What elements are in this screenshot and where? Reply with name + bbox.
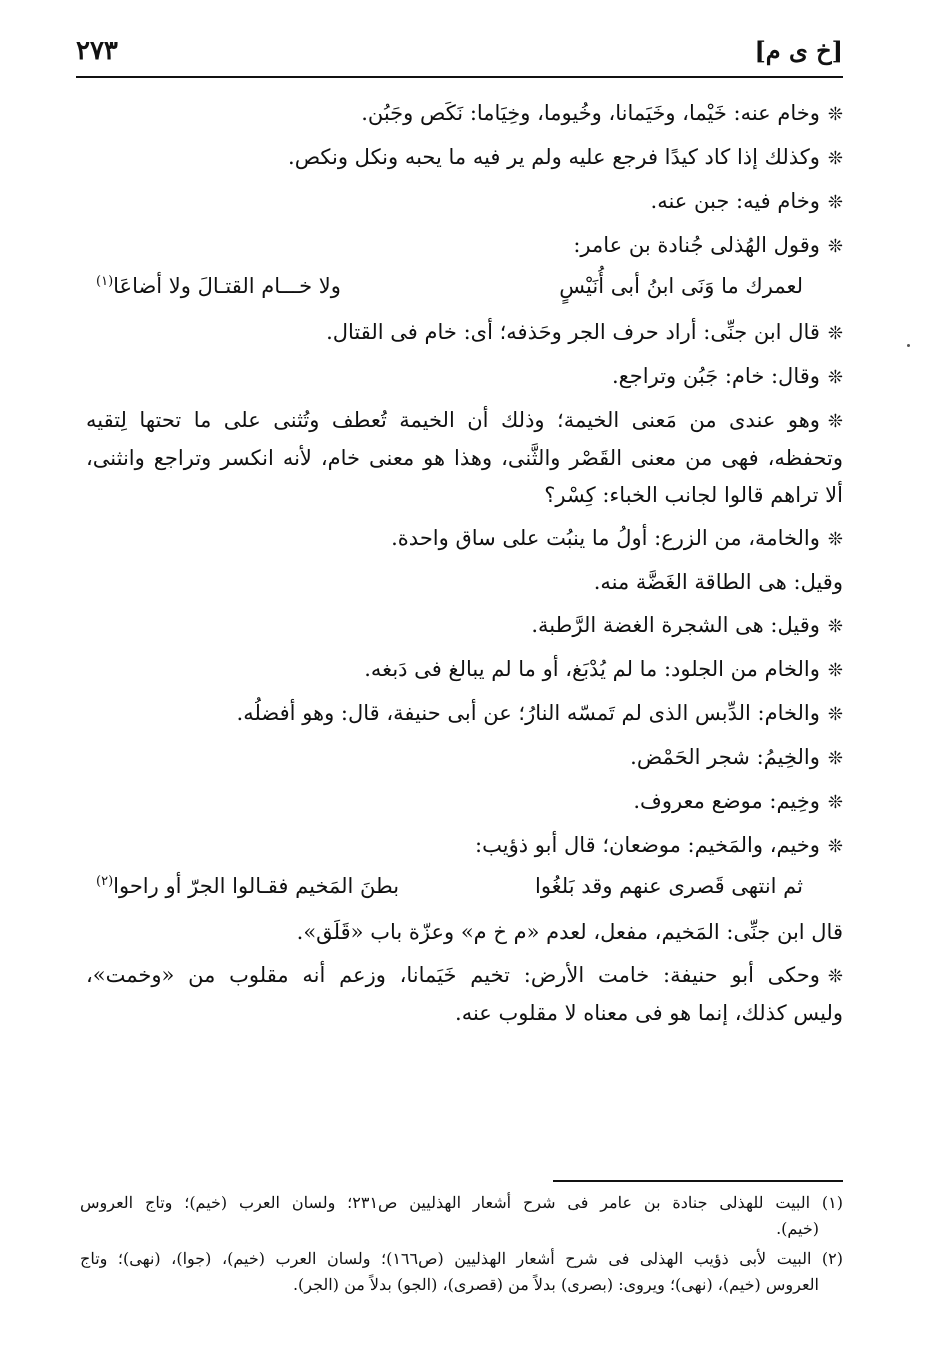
text-line: ❊قال ابن جنِّى: أراد حرف الجر وحَذفه؛ أى: خام فى القتال. <box>326 320 843 344</box>
text-line: قال ابن جنِّى: المَخيم، مفعل، لعدم «م خ م» وعزّة باب «قَلَق». <box>296 920 843 944</box>
text-line: ❊وخِيم: موضع معروف. <box>633 789 843 813</box>
footnote-1: (١) البيت للهذلى جنادة بن عامر فى شرح أشعار الهذليين ص٢٣١؛ ولسان العرب (خيم)؛ وتاج العروس (خيم). <box>80 1193 843 1238</box>
footnote-ref: (١) <box>96 274 114 289</box>
star-icon: ❊ <box>827 792 843 813</box>
footnote-ref: (٢) <box>96 874 114 889</box>
scan-speck <box>907 344 910 347</box>
text-line: ❊وكذلك إذا كاد كيدًا فرجع عليه ولم ير فيه ما يحبه ونكل ونكص. <box>288 145 843 169</box>
verse-second-hemistich: بطنَ المَخيم فقـالوا الجرّ أو راحوا$^{(٢)}$ <box>96 874 400 898</box>
star-icon: ❊ <box>827 104 843 125</box>
footnote-rule <box>553 1180 843 1182</box>
star-icon: ❊ <box>827 748 843 769</box>
star-icon: ❊ <box>827 660 843 681</box>
page-header <box>76 36 843 80</box>
footnote-2: (٢) البيت لأبى ذؤيب الهذلى فى شرح أشعار الهذليين (ص١٦٦)؛ ولسان العرب (خيم)، (جوا)، (نهى)؛ وتاج العروس (خيم)، (نهى)؛ ويروى: (بصرى) بدلاً من (قصرى)، (الجو) بدلاً من (الجر). <box>80 1249 843 1294</box>
verse-second-hemistich: ولا خـــام القتـالَ ولا أضاعَا$^{(١)}$ <box>96 274 341 298</box>
header-rule <box>76 76 843 78</box>
star-icon: ❊ <box>827 529 843 550</box>
poetry-verse <box>86 268 843 311</box>
footnotes <box>80 1190 843 1302</box>
text-line: ❊وخيم، والمَخيم: موضعان؛ قال أبو ذؤيب: <box>475 833 843 857</box>
text-line: ❊والخامة، من الزرع: أولُ ما ينبُت على ساق واحدة. <box>391 526 843 550</box>
star-icon: ❊ <box>827 192 843 213</box>
entry-body <box>86 92 843 1035</box>
text-line: ❊وخام فيه: جبن عنه. <box>650 189 843 213</box>
text-line: ❊وقيل: هى الشجرة الغضة الرَّطبة. <box>531 613 843 637</box>
text-line: ❊والخِيمُ: شجر الحَمْض. <box>630 745 843 769</box>
star-icon: ❊ <box>827 836 843 857</box>
text-line: ❊وقال: خام: جَبُن وتراجع. <box>611 364 843 388</box>
text-line: وقيل: هى الطاقة الغَضَّة منه. <box>593 570 843 594</box>
text-line: وليس كذلك، إنما هو فى معناه لا مقلوب عنه. <box>455 1001 843 1025</box>
star-icon: ❊ <box>827 148 843 169</box>
text-line: ❊وحكى أبو حنيفة: خامت الأرض: تخيم خَيَمانا، وزعم أنه مقلوب من «وخمت»، <box>86 963 843 987</box>
text-line: ألا تراهم قالوا لجانب الخباء: كِسْر؟ <box>544 483 843 507</box>
text-line: وتحفظه، فهى من معنى القَصْر والثَّنى، وهذا هو معنى خام، لأنه انكسر وتراجع وانثنى، <box>86 446 843 470</box>
star-icon: ❊ <box>827 411 843 432</box>
text-line: ❊وهو عندى من مَعنى الخيمة؛ وذلك أن الخيمة تُعطف وتُثنى على ما تحتها لِتقيه <box>86 408 843 432</box>
text-line: ❊والخام: الدِّبس الذى لم تَمسّه النارُ؛ عن أبى حنيفة، قال: وهو أفضلُه. <box>236 701 843 725</box>
star-icon: ❊ <box>827 367 843 388</box>
verse-first-hemistich: ثم انتهى قَصرى عنهم وقد بَلغُوا <box>534 874 803 898</box>
star-icon: ❊ <box>827 616 843 637</box>
poetry-verse <box>86 868 843 911</box>
star-icon: ❊ <box>827 323 843 344</box>
header-root-word: [خ ى م] <box>754 36 843 65</box>
star-icon: ❊ <box>827 966 843 987</box>
text-line: ❊وقول الهُذلى جُنادة بن عامر: <box>573 233 843 257</box>
text-line: ❊والخام من الجلود: ما لم يُدْبَغ، أو ما لم يبالغ فى دَبغه. <box>364 657 843 681</box>
page-number: ٢٧٣ <box>76 36 118 66</box>
star-icon: ❊ <box>827 704 843 725</box>
text-line: ❊وخام عنه: خَيْما، وخَيَمانا، وخُيوما، وخِيَاما: نَكَص وجَبُن. <box>361 101 843 125</box>
star-icon: ❊ <box>827 236 843 257</box>
verse-first-hemistich: لعمرك ما وَنَى ابنُ أبى أُنَيْسٍ <box>559 274 803 298</box>
